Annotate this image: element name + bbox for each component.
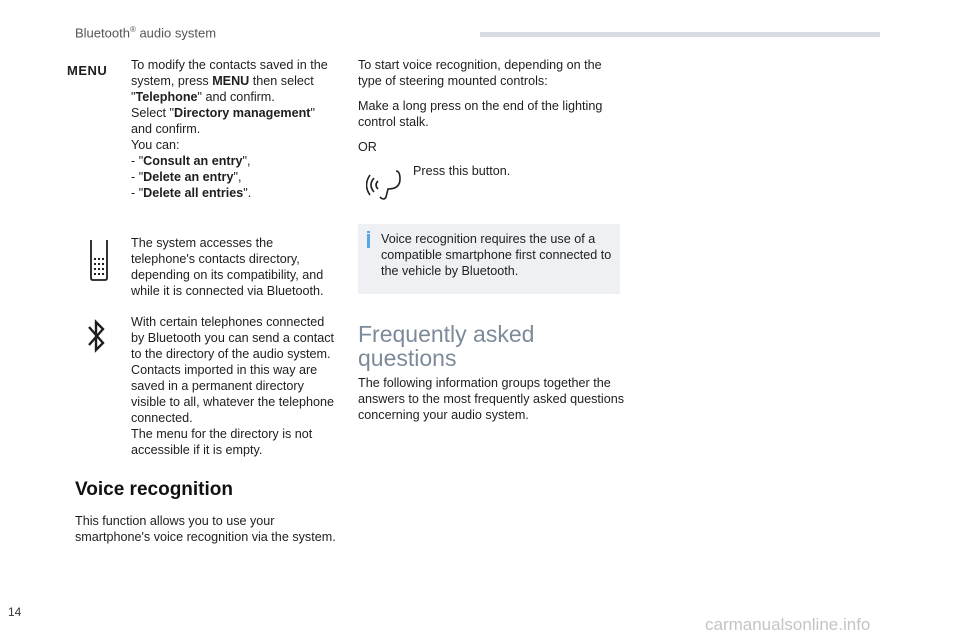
modify-contacts-text bbox=[131, 57, 328, 201]
header-bar bbox=[480, 32, 880, 37]
header-title-rest: audio system bbox=[135, 25, 217, 41]
text-line: accessible if it is empty. bbox=[131, 443, 263, 457]
menu-button-icon: MENU bbox=[67, 63, 108, 78]
faq-heading-line: Frequently asked bbox=[358, 321, 535, 347]
faq-intro-text bbox=[358, 375, 624, 423]
text-line: depending on its compatibility, and bbox=[131, 268, 324, 282]
info-icon-dot bbox=[367, 231, 370, 233]
text-line: To start voice recognition, depending on the bbox=[358, 58, 602, 72]
header-title-text: Bluetooth bbox=[75, 25, 130, 41]
list-item: - "Consult an entry", bbox=[131, 154, 251, 168]
text-line: This function allows you to use your bbox=[75, 514, 275, 528]
faq-heading bbox=[358, 322, 534, 370]
header-title bbox=[75, 25, 216, 40]
text-line: With certain telephones connected bbox=[131, 315, 325, 329]
faq-heading-line: questions bbox=[358, 345, 457, 371]
or-text: OR bbox=[358, 140, 377, 154]
list-item: - "Delete an entry", bbox=[131, 170, 242, 184]
info-text bbox=[381, 231, 611, 279]
modify-line-4: Select "Directory management" bbox=[131, 106, 315, 120]
bluetooth-icon bbox=[86, 318, 108, 354]
registered-mark: ® bbox=[129, 25, 136, 34]
watermark: carmanualsonline.info bbox=[705, 615, 871, 634]
voice-command-icon bbox=[366, 163, 402, 203]
bluetooth-contacts-text bbox=[131, 314, 334, 458]
text-line: The system accesses the bbox=[131, 236, 274, 250]
text-line: Contacts imported in this way are bbox=[131, 363, 318, 377]
text-line: compatible smartphone first connected to bbox=[381, 248, 612, 262]
text-line: telephone's contacts directory, bbox=[131, 252, 300, 266]
text-line: while it is connected via Bluetooth. bbox=[131, 284, 324, 298]
text-line: answers to the most frequently asked questions bbox=[358, 392, 625, 406]
text-line: saved in a permanent directory bbox=[131, 379, 304, 393]
voice-recognition-heading: Voice recognition bbox=[75, 479, 234, 500]
text-line: Voice recognition requires the use of a bbox=[381, 232, 596, 246]
voice-recognition-text bbox=[75, 513, 336, 545]
modify-line-2: system, press MENU then select bbox=[131, 74, 314, 88]
text-line: type of steering mounted controls: bbox=[358, 74, 548, 88]
text-line: by Bluetooth you can send a contact bbox=[131, 331, 335, 345]
info-icon bbox=[367, 234, 370, 248]
page-number: 14 bbox=[8, 605, 22, 619]
phone-directory-text bbox=[131, 235, 324, 299]
text-line: control stalk. bbox=[358, 115, 429, 129]
text-line: connected. bbox=[131, 411, 193, 425]
text-line: visible to all, whatever the telephone bbox=[131, 395, 335, 409]
start-voice-text bbox=[358, 57, 602, 89]
long-press-text bbox=[358, 98, 602, 130]
text-line: smartphone's voice recognition via the system. bbox=[75, 530, 336, 544]
modify-line-1: To modify the contacts saved in the bbox=[131, 58, 328, 72]
list-item: - "Delete all entries". bbox=[131, 186, 252, 200]
mobile-phone-icon bbox=[85, 238, 111, 282]
text-line: to the directory of the audio system. bbox=[131, 347, 331, 361]
text-line: Make a long press on the end of the lighting bbox=[358, 99, 603, 113]
press-button-text: Press this button. bbox=[413, 164, 511, 178]
modify-line-3: "Telephone" and confirm. bbox=[131, 90, 275, 104]
text-line: The menu for the directory is not bbox=[131, 427, 313, 441]
modify-line-5: and confirm. bbox=[131, 122, 201, 136]
modify-line-6: You can: bbox=[131, 138, 180, 152]
text-line: the vehicle by Bluetooth. bbox=[381, 264, 519, 278]
text-line: concerning your audio system. bbox=[358, 408, 529, 422]
text-line: The following information groups together the bbox=[358, 376, 611, 390]
